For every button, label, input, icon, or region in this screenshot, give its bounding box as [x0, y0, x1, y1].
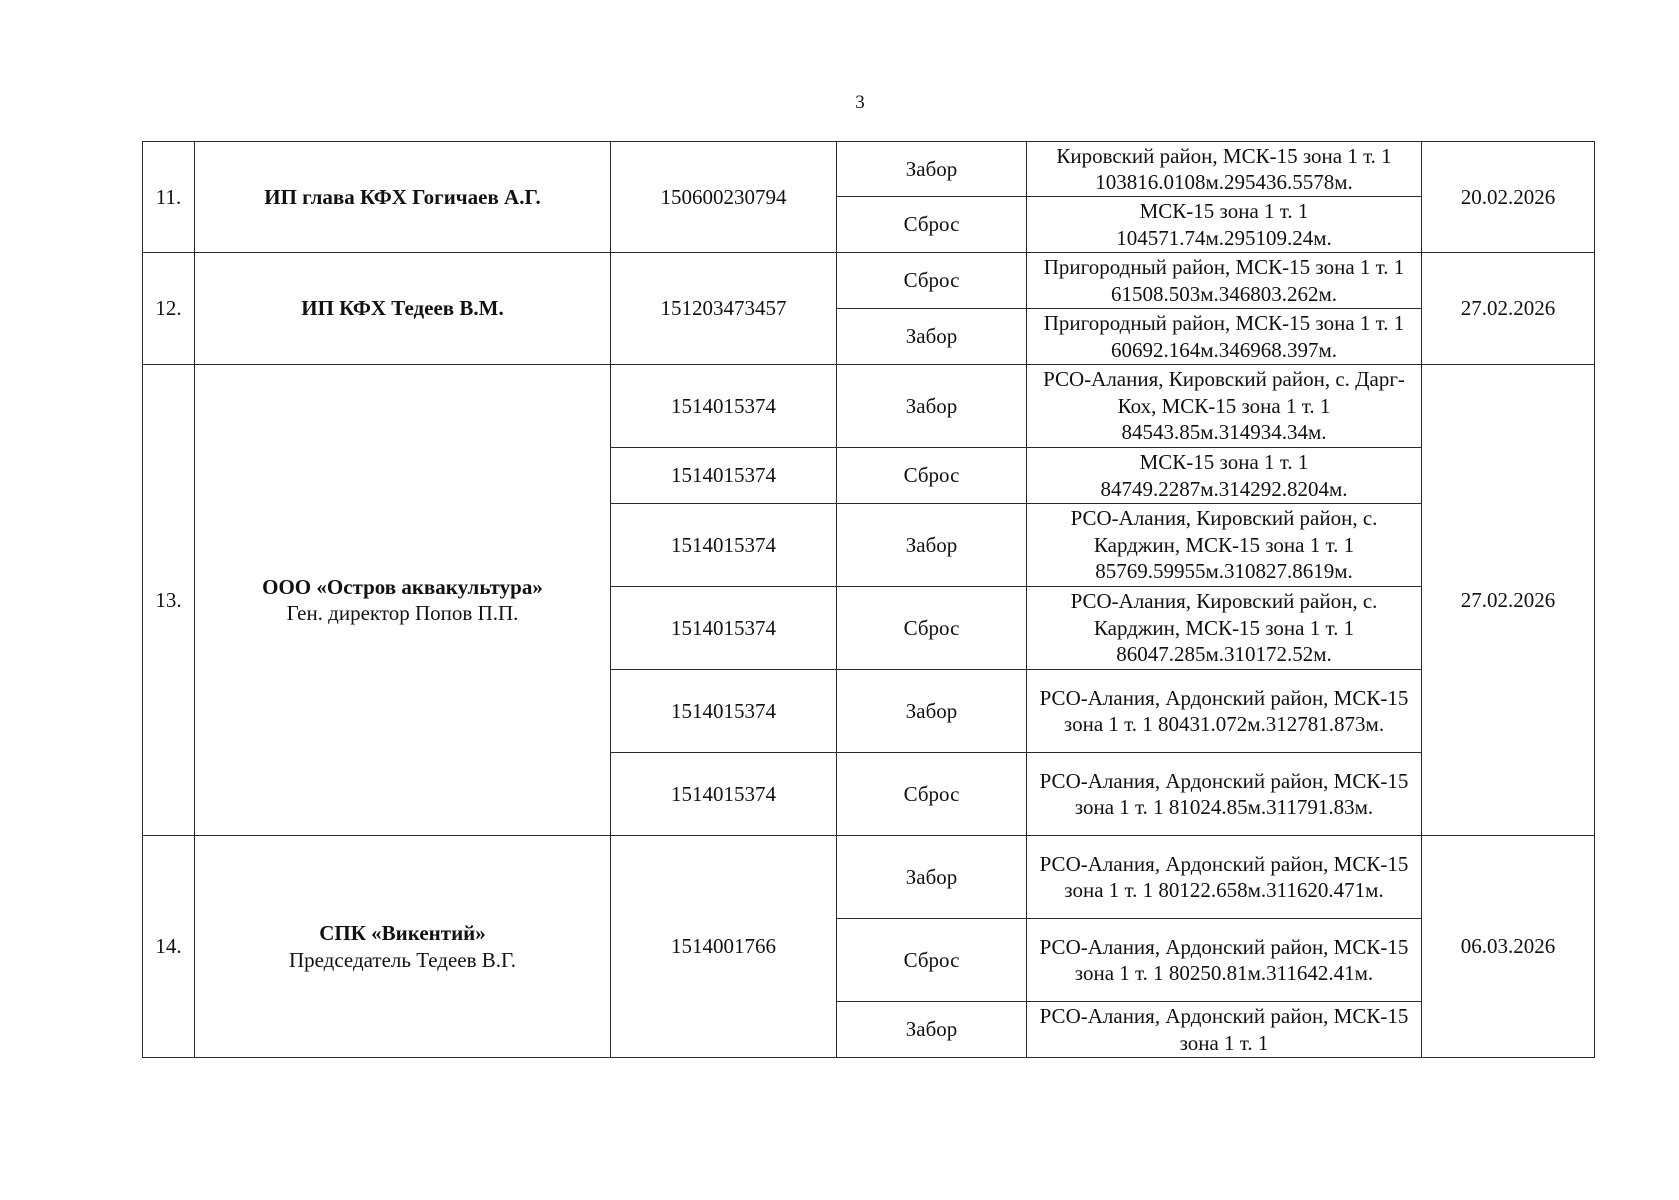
point-type: Сброс — [837, 253, 1027, 309]
row-number: 12. — [143, 253, 195, 365]
inn-cell: 1514015374 — [611, 504, 837, 587]
date-cell: 27.02.2026 — [1422, 253, 1595, 365]
date-cell: 20.02.2026 — [1422, 142, 1595, 253]
row-number: 14. — [143, 836, 195, 1058]
row-number: 11. — [143, 142, 195, 253]
point-address: РСО-Алания, Ардонский район, МСК-15 зона 1 т. 1 — [1027, 1002, 1422, 1058]
point-type: Сброс — [837, 919, 1027, 1002]
point-type: Забор — [837, 1002, 1027, 1058]
organization-name — [195, 253, 611, 365]
inn-cell: 1514015374 — [611, 448, 837, 504]
organization-name — [195, 142, 611, 253]
point-type: Сброс — [837, 753, 1027, 836]
inn-cell: 151203473457 — [611, 253, 837, 365]
date-cell: 27.02.2026 — [1422, 365, 1595, 836]
point-address: Пригородный район, МСК-15 зона 1 т. 1 60692.164м.346968.397м. — [1027, 309, 1422, 365]
organization-director: Ген. директор Попов П.П. — [286, 601, 519, 625]
row-number: 13. — [143, 365, 195, 836]
organization-title: ИП КФХ Тедеев В.М. — [301, 296, 504, 321]
table-row — [143, 365, 1595, 448]
point-address: РСО-Алания, Ардонский район, МСК-15 зона 1 т. 1 80122.658м.311620.471м. — [1027, 836, 1422, 919]
point-address: РСО-Алания, Ардонский район, МСК-15 зона 1 т. 1 80250.81м.311642.41м. — [1027, 919, 1422, 1002]
inn-cell: 1514001766 — [611, 836, 837, 1058]
point-type: Сброс — [837, 448, 1027, 504]
point-type: Забор — [837, 836, 1027, 919]
permits-table — [142, 141, 1595, 1058]
organization-name — [195, 365, 611, 836]
point-type: Забор — [837, 142, 1027, 197]
table-row — [143, 836, 1595, 919]
point-type: Сброс — [837, 197, 1027, 253]
table-row — [143, 142, 1595, 197]
point-address: РСО-Алания, Кировский район, с. Дарг-Кох, МСК-15 зона 1 т. 1 84543.85м.314934.34м. — [1027, 365, 1422, 448]
point-type: Забор — [837, 365, 1027, 448]
inn-cell: 150600230794 — [611, 142, 837, 253]
organization-director: Председатель Тедеев В.Г. — [288, 947, 517, 972]
point-type: Забор — [837, 309, 1027, 365]
point-address: РСО-Алания, Кировский район, с. Карджин, МСК-15 зона 1 т. 1 85769.59955м.310827.8619м. — [1027, 504, 1422, 587]
point-address: МСК-15 зона 1 т. 1 104571.74м.295109.24м. — [1027, 197, 1422, 253]
organization-title: ООО «Остров аквакультура» — [262, 574, 543, 599]
inn-cell: 1514015374 — [611, 365, 837, 448]
page-number: 3 — [855, 92, 865, 113]
point-address: Пригородный район, МСК-15 зона 1 т. 1 61508.503м.346803.262м. — [1027, 253, 1422, 309]
date-cell: 06.03.2026 — [1422, 836, 1595, 1058]
inn-cell: 1514015374 — [611, 670, 837, 753]
point-address: Кировский район, МСК-15 зона 1 т. 1 103816.0108м.295436.5578м. — [1027, 142, 1422, 197]
point-address: РСО-Алания, Ардонский район, МСК-15 зона 1 т. 1 81024.85м.311791.83м. — [1027, 753, 1422, 836]
point-type: Забор — [837, 670, 1027, 753]
point-address: РСО-Алания, Ардонский район, МСК-15 зона 1 т. 1 80431.072м.312781.873м. — [1027, 670, 1422, 753]
point-address: МСК-15 зона 1 т. 1 84749.2287м.314292.8204м. — [1027, 448, 1422, 504]
organization-name — [195, 836, 611, 1058]
point-type: Сброс — [837, 587, 1027, 670]
organization-title: ИП глава КФХ Гогичаев А.Г. — [264, 184, 541, 209]
inn-cell: 1514015374 — [611, 753, 837, 836]
table-row — [143, 253, 1595, 309]
organization-title: СПК «Викентий» — [319, 921, 486, 946]
point-address: РСО-Алания, Кировский район, с. Карджин, МСК-15 зона 1 т. 1 86047.285м.310172.52м. — [1027, 587, 1422, 670]
inn-cell: 1514015374 — [611, 587, 837, 670]
point-type: Забор — [837, 504, 1027, 587]
